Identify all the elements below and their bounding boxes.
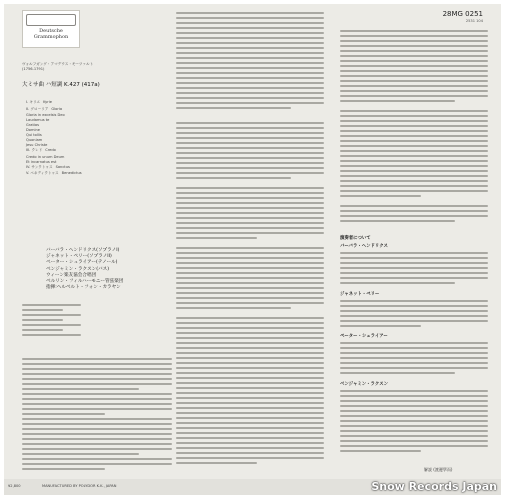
movement-item <box>26 143 116 148</box>
tulip-crown-icon <box>26 14 76 26</box>
logo-text-line2: Grammophon <box>33 34 69 40</box>
movement-label: Et incarnatus est <box>26 159 57 164</box>
movement-label: Gratias <box>26 123 39 127</box>
performer-item: ベンジャミン・ラクスン(バス) <box>46 266 110 272</box>
movement-subtitle: Sanctus <box>55 164 70 169</box>
performer-heading-4: ベンジャミン・ラクスン <box>340 382 389 387</box>
movement-item <box>26 165 116 170</box>
movement-label: Quoniam <box>26 138 43 142</box>
manufacturer-notice: MANUFACTURED BY POLYDOR K.K., JAPAN <box>42 484 117 488</box>
movement-item <box>26 123 116 128</box>
movement-label: Domine <box>26 128 40 132</box>
movement-label: Credo in unum Deum <box>26 154 65 159</box>
logo-text-line1: Deutsche <box>39 28 63 34</box>
performer-heading-3: ペーター・シュライアー <box>340 334 388 339</box>
movement-item <box>26 138 116 143</box>
catalog-number: 28MG 0251 <box>442 10 483 18</box>
movement-label: III. クレド <box>26 148 43 152</box>
center-body-text <box>176 122 324 474</box>
movement-item <box>26 113 116 118</box>
watermark: Snow Records Japan <box>371 480 497 493</box>
performer-heading-1: バーバラ・ヘンドリクス <box>340 244 388 249</box>
movement-subtitle: Benedictus <box>61 171 82 175</box>
composer-dates: (1756-1791) <box>22 66 45 71</box>
liner-notes-credit <box>424 467 452 472</box>
center-top-text <box>176 12 324 112</box>
recording-credits <box>22 304 97 344</box>
performer-bio-2 <box>340 300 488 330</box>
movement-label: Laudamus te <box>26 118 50 122</box>
performer-bio-1 <box>340 252 488 290</box>
footer-bar <box>4 479 501 495</box>
performer-heading-2: ジャネット・ペリー <box>340 292 380 297</box>
performer-list <box>46 248 136 291</box>
performer-item: ペーター・シュライアー(テノール) <box>46 260 118 266</box>
catalog-subnumber: 2531 104 <box>465 19 483 23</box>
movement-item <box>26 100 116 105</box>
performer-bio-3 <box>340 342 488 380</box>
performers-heading: 演奏者について <box>340 236 371 241</box>
performer-item: ベルリン・フィルハーモニー管弦楽団 <box>46 279 124 285</box>
movement-item <box>26 148 116 153</box>
work-header <box>22 62 117 71</box>
movement-item <box>26 118 116 123</box>
credit-label: 解説 <box>424 467 432 472</box>
credit-author: (渡邊學而) <box>433 467 453 472</box>
movement-item <box>26 160 116 165</box>
movement-list <box>26 100 116 178</box>
left-body-text <box>22 358 172 476</box>
right-top-text <box>340 30 488 230</box>
work-title: 大ミサ曲 ハ短調 K.427 (417a) <box>22 82 100 88</box>
movement-subtitle: Gloria <box>51 106 63 111</box>
movement-label: Gloria in excelsis Deo <box>26 113 65 117</box>
movement-label: I. キリエ <box>26 100 41 104</box>
movement-item <box>26 171 116 176</box>
movement-item <box>26 133 116 138</box>
movement-label: Qui tollis <box>26 133 42 137</box>
movement-item <box>26 128 116 133</box>
performer-bio-4 <box>340 390 488 462</box>
performer-item: ウィーン楽友協会合唱団 <box>46 272 97 278</box>
performer-item: 指揮:ヘルベルト・フォン・カラヤン <box>46 285 121 291</box>
performer-item: バーバラ・ヘンドリクス(ソプラノI) <box>46 248 120 253</box>
movement-item <box>26 107 116 112</box>
logo-text <box>25 28 77 40</box>
composer-name: ヴォルフガング・アマデウス・モーツァルト <box>22 62 94 66</box>
deutsche-grammophon-logo <box>22 10 80 48</box>
movement-label: V. ベネディクトゥス <box>26 171 59 175</box>
price-label: ¥2,800 <box>8 484 21 488</box>
movement-subtitle: Credo <box>45 148 56 152</box>
movement-label: Jesu Christe <box>26 143 48 147</box>
movement-item <box>26 155 116 160</box>
liner-notes-sheet <box>4 4 501 495</box>
performer-item: ジャネット・ペリー(ソプラノII) <box>46 254 112 260</box>
movement-subtitle: Kyrie <box>43 100 52 104</box>
movement-label: II. グローリア <box>26 106 49 111</box>
movement-label: IV. サンクトゥス <box>26 164 53 169</box>
